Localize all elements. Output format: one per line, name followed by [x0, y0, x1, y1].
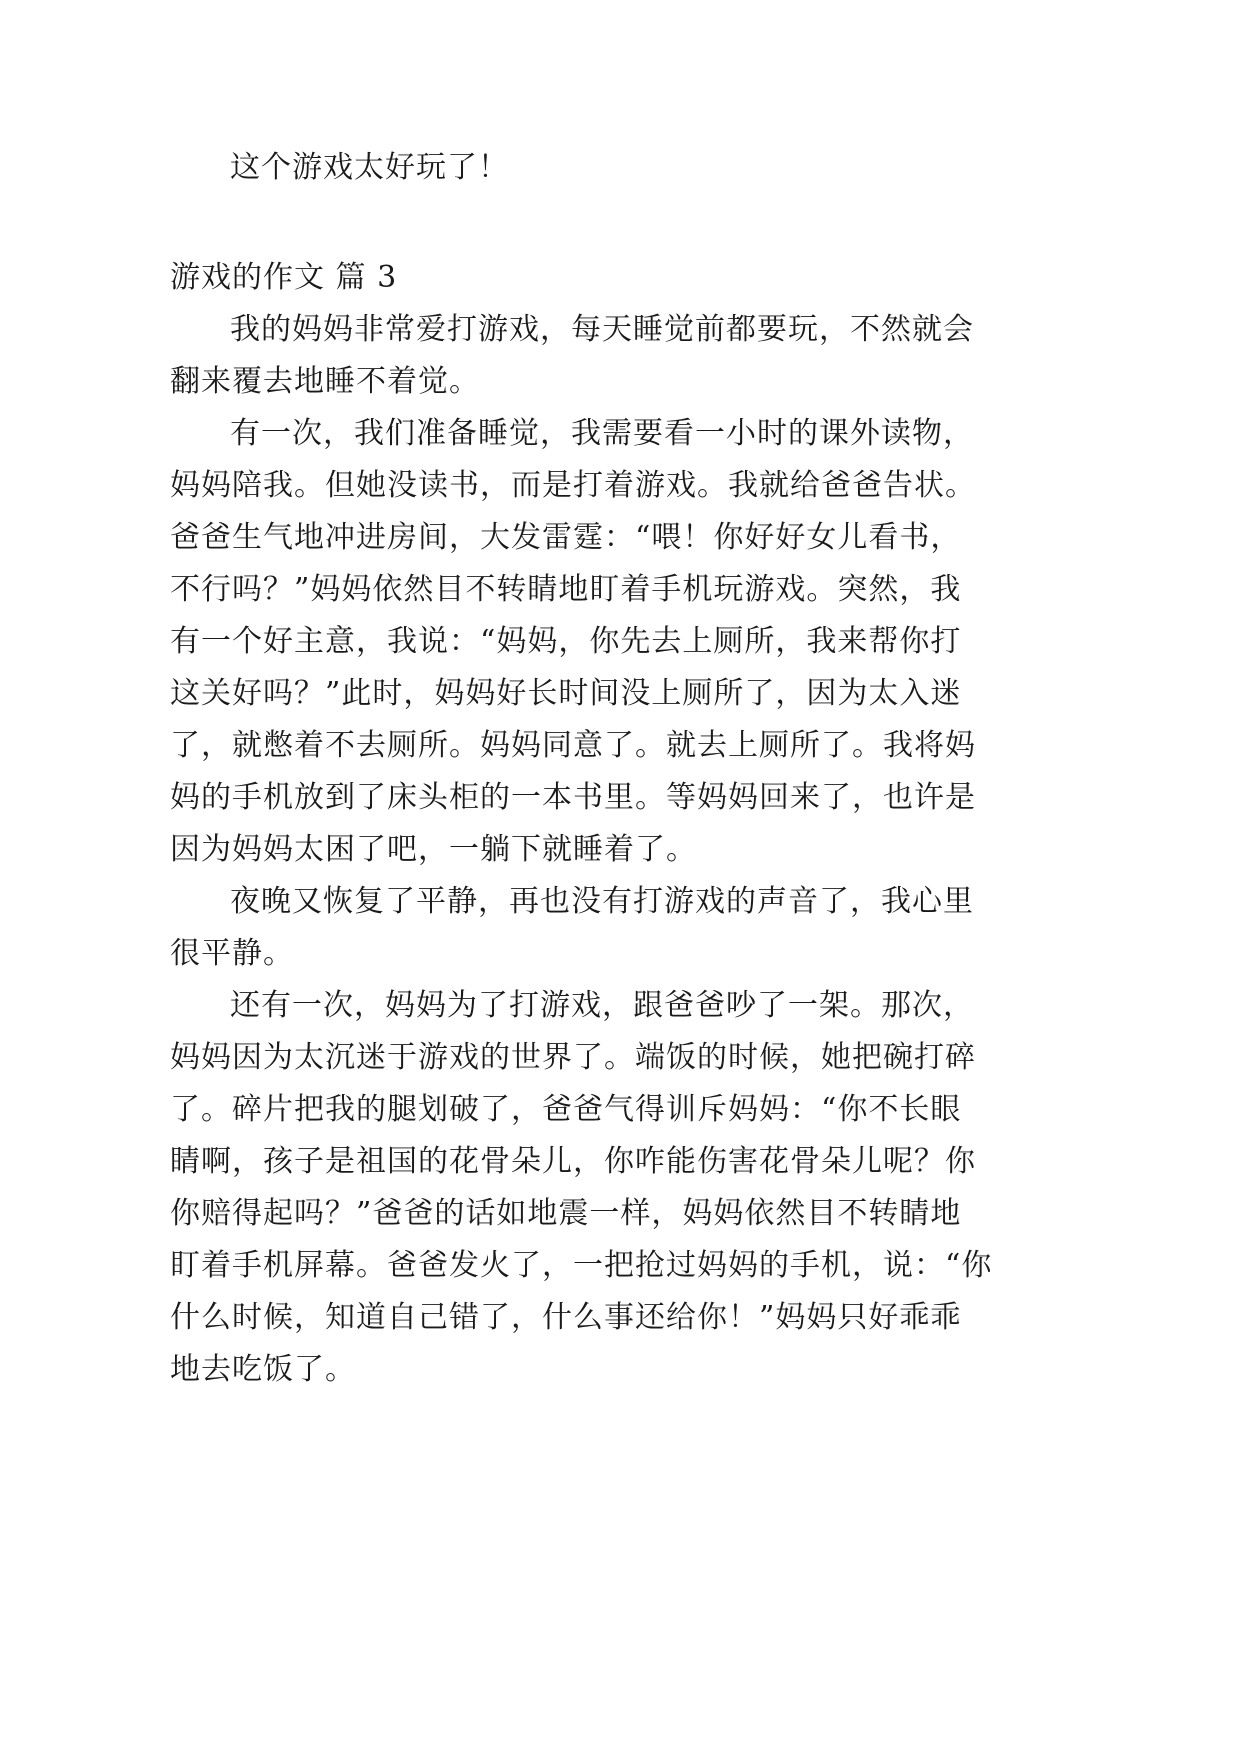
- paragraph-line: 地去吃饭了。: [170, 1352, 356, 1387]
- paragraph-line: 爸爸生气地冲进房间，大发雷霆：“喂！你好好女儿看书，: [170, 520, 962, 555]
- paragraph-line: 妈的手机放到了床头柜的一本书里。等妈妈回来了，也许是: [170, 780, 976, 815]
- paragraph-line: 盯着手机屏幕。爸爸发火了，一把抢过妈妈的手机，说：“你: [170, 1248, 993, 1283]
- paragraph-line: 我的妈妈非常爱打游戏，每天睡觉前都要玩，不然就会: [230, 312, 974, 347]
- paragraph-line: 有一次，我们准备睡觉，我需要看一小时的课外读物，: [230, 416, 974, 451]
- paragraph-line: 你赔得起吗？”爸爸的话如地震一样，妈妈依然目不转睛地: [170, 1196, 962, 1231]
- paragraph-line: 这关好吗？”此时，妈妈好长时间没上厕所了，因为太入迷: [170, 676, 962, 711]
- intro-line: 这个游戏太好玩了！: [230, 150, 509, 185]
- paragraph-line: 妈妈陪我。但她没读书，而是打着游戏。我就给爸爸告状。: [170, 468, 976, 503]
- section-title: 游戏的作文 篇 3: [170, 260, 398, 295]
- paragraph-line: 还有一次，妈妈为了打游戏，跟爸爸吵了一架。那次，: [230, 988, 974, 1023]
- paragraph-line: 翻来覆去地睡不着觉。: [170, 364, 480, 399]
- paragraph-line: 因为妈妈太困了吧，一躺下就睡着了。: [170, 832, 697, 867]
- paragraph-line: 夜晚又恢复了平静，再也没有打游戏的声音了，我心里: [230, 884, 974, 919]
- paragraph-line: 了，就憋着不去厕所。妈妈同意了。就去上厕所了。我将妈: [170, 728, 976, 763]
- paragraph-line: 了。碎片把我的腿划破了，爸爸气得训斥妈妈：“你不长眼: [170, 1092, 962, 1127]
- paragraph-line: 很平静。: [170, 936, 294, 971]
- paragraph-line: 不行吗？”妈妈依然目不转睛地盯着手机玩游戏。突然，我: [170, 572, 962, 607]
- paragraph-line: 什么时候，知道自己错了，什么事还给你！”妈妈只好乖乖: [170, 1300, 962, 1335]
- paragraph-line: 妈妈因为太沉迷于游戏的世界了。端饭的时候，她把碗打碎: [170, 1040, 976, 1075]
- paragraph-line: 有一个好主意，我说：“妈妈，你先去上厕所，我来帮你打: [170, 624, 962, 659]
- paragraph-line: 睛啊，孩子是祖国的花骨朵儿，你咋能伤害花骨朵儿呢？你: [170, 1144, 976, 1179]
